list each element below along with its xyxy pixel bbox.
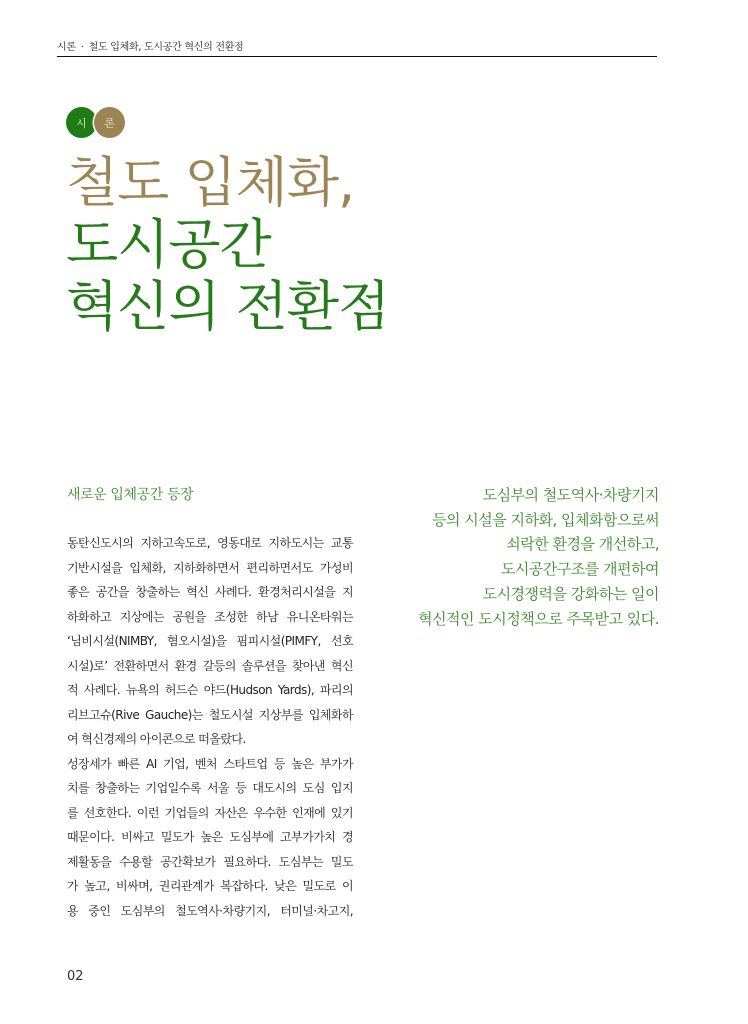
title-line-3: 혁신의 전환점 <box>66 275 390 338</box>
body-line: 때문이다. 비싸고 밀도가 높은 도심부에 고부가가치 경 <box>67 830 353 844</box>
body-line: 치를 창출하는 기업일수록 서울 등 대도시의 도심 입지 <box>67 781 353 795</box>
category-badge <box>66 107 132 139</box>
running-head-title: 철도 입체화, 도시공간 혁신의 전환점 <box>88 42 244 53</box>
section-heading: 새로운 입체공간 등장 <box>67 487 194 503</box>
body-line: 제활동을 수용할 공간확보가 필요하다. 도심부는 밀도 <box>67 854 353 869</box>
running-head <box>57 38 243 53</box>
body-line: 기반시설을 입체화, 지하화하면서 편리하면서도 가성비 <box>67 560 353 575</box>
body-line: 적 사례다. 뉴욕의 허드슨 야드(Hudson Yards), 파리의 <box>67 683 353 697</box>
body-text <box>67 531 353 923</box>
running-head-separator: · <box>80 42 84 53</box>
title-line-1: 철도 입체화, <box>66 151 355 214</box>
pull-quote-line: 도심부의 철도역사·차량기지 <box>482 486 659 504</box>
pull-quote-line: 도시공간구조를 개편하여 <box>500 560 659 579</box>
badge-circle-brown <box>94 107 125 138</box>
header-divider <box>57 56 657 57</box>
body-line: 시설)로’ 전환하면서 환경 갈등의 솔루션을 찾아낸 혁신 <box>67 658 353 673</box>
pull-quote-line: 등의 시설을 지하화, 입체화함으로써 <box>432 510 659 529</box>
running-head-section: 시론 <box>57 42 76 53</box>
pull-quote-line: 쇠락한 환경을 개선하고, <box>506 535 659 554</box>
badge-char-2: 론 <box>104 116 115 130</box>
body-line: 성장세가 빠른 AI 기업, 벤처 스타트업 등 높은 부가가 <box>67 756 353 771</box>
body-line: 용 중인 도심부의 철도역사·차량기지, 터미널·차고지, <box>67 903 353 918</box>
body-line: 를 선호한다. 이런 기업들의 자산은 우수한 인재에 있기 <box>67 805 353 820</box>
body-line: 가 높고, 비싸며, 권리관계가 복잡하다. 낮은 밀도로 이 <box>67 879 353 893</box>
body-line: 하화하고 지상에는 공원을 조성한 하남 유니온타워는 <box>67 609 353 624</box>
page-number: 02 <box>67 969 84 984</box>
pull-quote-line: 혁신적인 도시정책으로 주목받고 있다. <box>418 609 659 628</box>
body-line: 동탄신도시의 지하고속도로, 영동대로 지하도시는 교통 <box>67 536 353 550</box>
article-title <box>66 152 389 338</box>
body-line: 좋은 공간을 창출하는 혁신 사례다. 환경처리시설을 지 <box>67 585 353 599</box>
title-line-2: 도시공간 <box>66 213 271 276</box>
body-line: ‘님비시설(NIMBY, 혐오시설)을 핌피시설(PIMFY, 선호 <box>67 634 353 648</box>
badge-char-1: 시 <box>76 116 87 130</box>
badge-circle-green <box>66 107 97 138</box>
pull-quote-line: 도시경쟁력을 강화하는 일이 <box>482 584 659 603</box>
pull-quote <box>359 483 659 631</box>
body-line: 리브고슈(Rive Gauche)는 철도시설 지상부를 입체화하 <box>67 707 353 722</box>
body-line: 여 혁신경제의 아이콘으로 떠올랐다. <box>67 732 246 746</box>
